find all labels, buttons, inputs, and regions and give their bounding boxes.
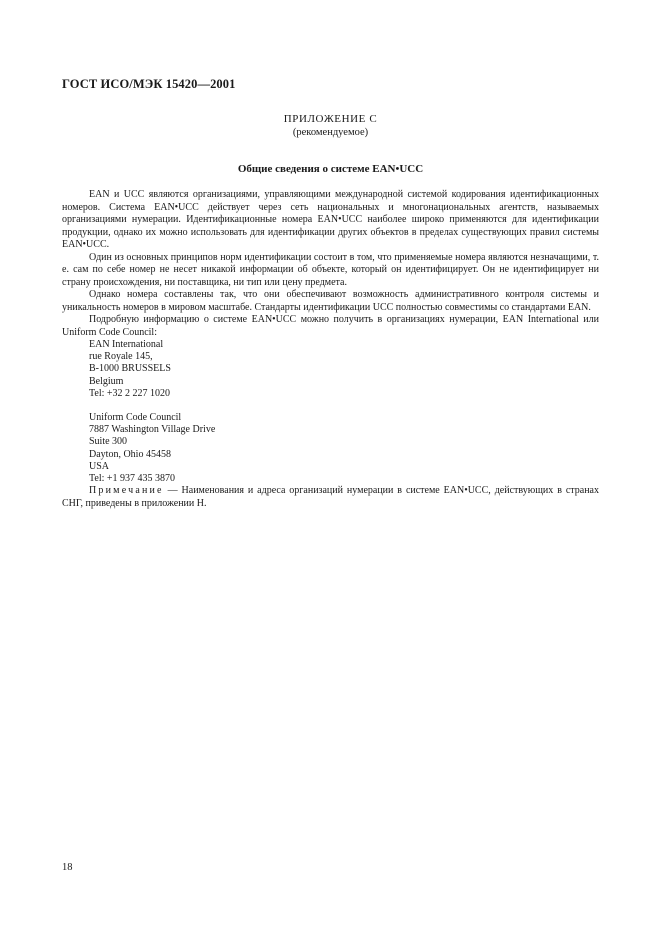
- note-paragraph: [62, 485, 599, 510]
- address-line: Dayton, Ohio 45458: [89, 448, 171, 460]
- address-line: EAN International: [89, 339, 164, 350]
- address-line: B-1000 BRUSSELS: [89, 363, 171, 375]
- address-uniform-code-council: [62, 412, 599, 485]
- paragraph: Однако номера составлены так, что они обеспечивают возможность административного контроля системы и уникальность номеров в мировом масштабе. Стандарты идентификации UCC полностью совместимы со стандартами EAN.: [62, 289, 599, 313]
- section-title: Общие сведения о системе EAN•UCC: [237, 163, 424, 175]
- address-line: Tel: +32 2 227 1020: [89, 387, 171, 399]
- appendix-subtitle: (рекомендуемое): [292, 127, 369, 138]
- note-text: — Наименования и адреса организаций нумерации в системе EAN•UCC, действующих в странах СНГ, приведены в приложении Н.: [62, 485, 599, 509]
- address-line: Belgium: [89, 375, 124, 387]
- address-line: 7887 Washington Village Drive: [89, 424, 216, 436]
- note-label: Примечание: [89, 485, 164, 497]
- address-line: rue Royale 145,: [89, 351, 153, 363]
- document-header: ГОСТ ИСО/МЭК 15420—2001: [62, 77, 236, 91]
- paragraph: Подробную информацию о системе EAN•UCC можно получить в организациях нумерации, EAN International или Uniform Code Council:: [62, 314, 599, 338]
- address-ean-international: [62, 339, 599, 400]
- spacer: [62, 400, 599, 412]
- appendix-title: ПРИЛОЖЕНИЕ С: [283, 113, 378, 125]
- page-number: 18: [62, 862, 73, 873]
- address-line: Suite 300: [89, 436, 128, 448]
- address-line: Uniform Code Council: [89, 412, 182, 424]
- paragraph: Один из основных принципов норм идентификации состоит в том, что применяемые номера являются незначащими, т. е. сам по себе номер не несет никакой информации об объекте, который он идентифицирует. Он не идентифицирует ни страну происхождения, ни поставщика, ни тип или цену предмета.: [62, 251, 599, 288]
- body-text: [62, 189, 599, 510]
- paragraph: EAN и UCC являются организациями, управляющими международной системой кодирования идентификационных номеров. Система EAN•UCC действует через сеть национальных и многонациональных агентств, называемых организациями нумерации. Идентификационные номера EAN•UCC наиболее широко применяются для идентификации продукции, однако их можно использовать для идентификации других объектов в пределах существующих правил системы EAN•UCC.: [62, 189, 599, 250]
- address-line: Tel: +1 937 435 3870: [89, 473, 176, 485]
- address-line: USA: [89, 460, 110, 472]
